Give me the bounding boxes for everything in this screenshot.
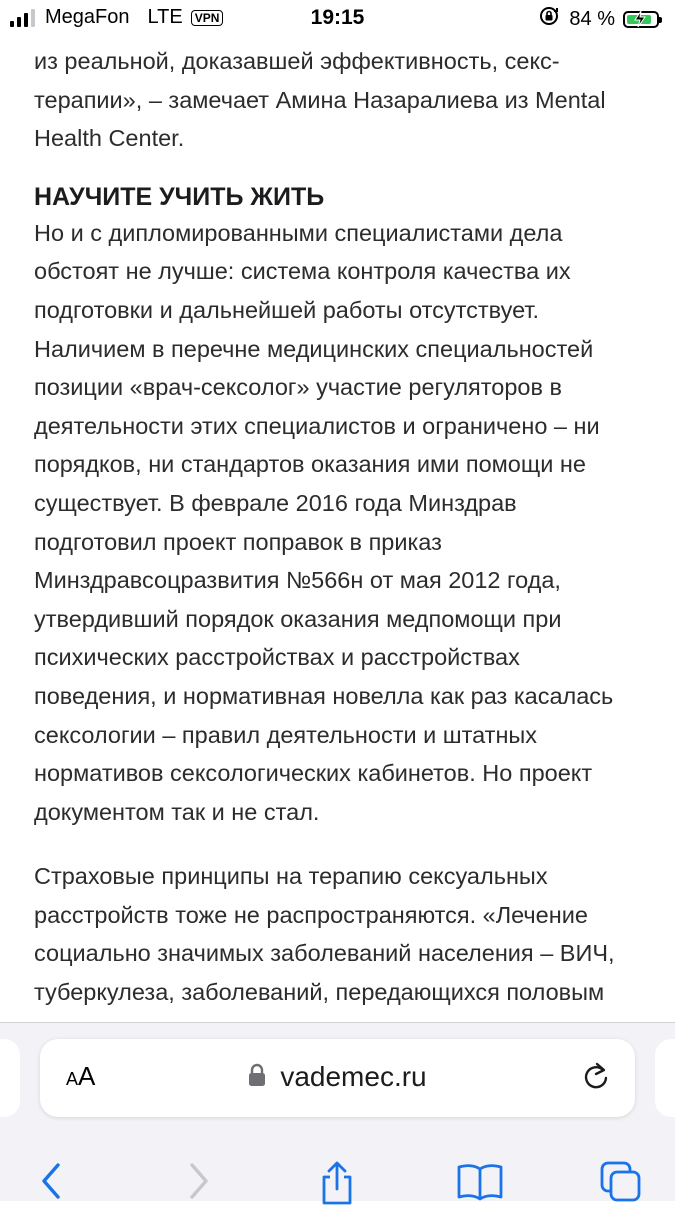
forward-button[interactable]	[186, 1161, 212, 1206]
article-paragraph: Страховые принципы на терапию сексуальных расстройств тоже не распространяются. «Лечение социально значимых заболеваний населения – ВИЧ, туберкулеза, заболеваний, передающихся половым	[34, 863, 615, 1006]
article-paragraph: Но и с дипломированными специалистами дела обстоят не лучше: система контроля качества их подготовки и дальнейшей работы отсутствует. Наличием в перечне медицинских специальностей позиции «врач-сексолог» участие регуляторов в деятельности этих специалистов и ограничено – ни порядков, ни стандартов оказания ими помощи не существует. В феврале 2016 года Минздрав подготовил проект поправок в приказ Минздравсоцразвития №566н от мая 2012 года, утвердивший порядок оказания медпомощи при психических расстройствах и расстройствах поведения, и нормативная новелла как раз касалась сексологии – правил деятельности и штатных нормативов сексологических кабинетов. Но проект документом так и не стал.	[34, 219, 614, 825]
url-display[interactable]	[40, 1061, 635, 1093]
tabs-button[interactable]	[600, 1161, 642, 1208]
status-time: 19:15	[310, 6, 365, 29]
text-size-large-label: A	[78, 1061, 96, 1091]
forward-icon	[186, 1161, 212, 1201]
browser-toolbar	[0, 1022, 675, 1201]
lock-icon	[248, 1063, 266, 1092]
back-icon	[38, 1161, 64, 1201]
share-button[interactable]	[318, 1161, 356, 1210]
status-bar-right	[539, 6, 659, 32]
bookmarks-button[interactable]	[456, 1161, 504, 1206]
vpn-badge: VPN	[191, 10, 224, 26]
rotation-lock-icon	[539, 6, 559, 32]
next-tab-peek[interactable]	[655, 1039, 675, 1117]
reload-icon[interactable]	[581, 1061, 611, 1098]
network-type: LTE	[147, 6, 183, 28]
article-section-heading: НАУЧИТЕ УЧИТЬ ЖИТЬ	[34, 182, 325, 211]
url-text: vademec.ru	[280, 1061, 427, 1092]
address-bar[interactable]	[40, 1039, 635, 1117]
tabs-icon	[600, 1161, 642, 1203]
status-bar	[0, 0, 675, 36]
battery-percent: 84 %	[569, 7, 615, 30]
share-icon	[318, 1161, 356, 1205]
bookmarks-icon	[456, 1161, 504, 1201]
previous-tab-peek[interactable]	[0, 1039, 20, 1117]
battery-charging-icon	[623, 11, 659, 28]
article-body	[34, 42, 644, 1012]
carrier-name: MegaFon	[45, 6, 130, 28]
back-button[interactable]	[38, 1161, 64, 1206]
text-size-small-label: A	[66, 1069, 79, 1089]
article-intro-paragraph: из реальной, доказавшей эффективность, секс-терапии», – замечает Амина Назаралиева из Mental Health Center.	[34, 48, 606, 152]
